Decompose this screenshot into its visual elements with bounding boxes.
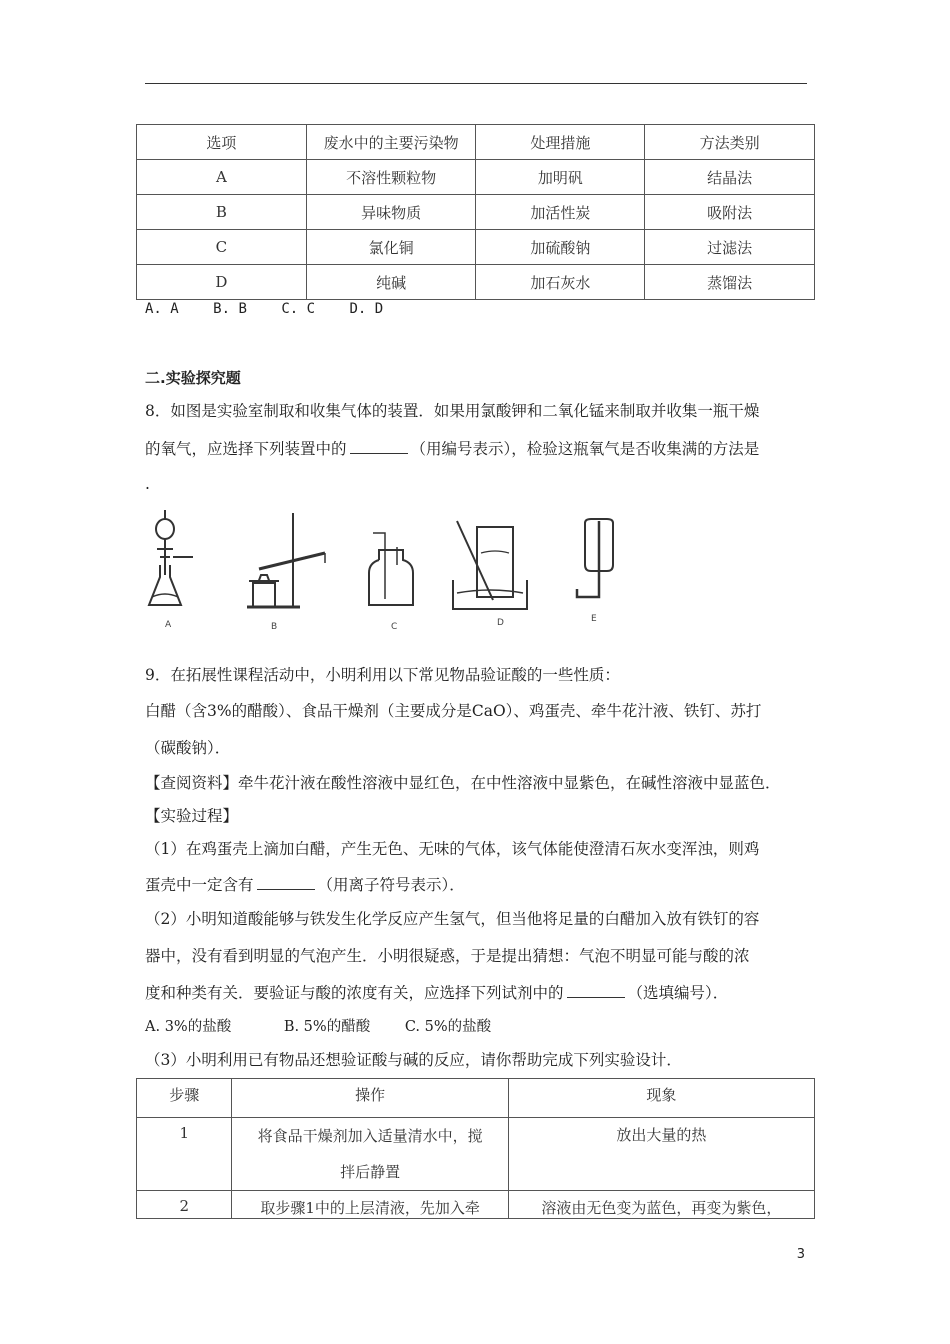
choice-a: A. A (145, 301, 179, 317)
table-cell: C (137, 230, 307, 265)
q9-p1-line2 (145, 873, 465, 895)
apparatus-label-c: C (391, 622, 398, 632)
table-header-cell: 操作 (232, 1079, 508, 1118)
choice-b: B. B (213, 301, 247, 317)
table-cell: 取步骤1中的上层清液，先加入牵 (232, 1191, 508, 1219)
table-header-cell: 处理措施 (476, 125, 645, 160)
table-header-cell: 废水中的主要污染物 (306, 125, 476, 160)
answer-blank (567, 983, 625, 998)
q9-p2-text: （选填编号）． (627, 984, 729, 1002)
apparatus-label-e: E (591, 614, 597, 624)
q8-line2-text: （用编号表示），检验这瓶氧气是否收集满的方法是 (410, 440, 760, 458)
q9-p2-line1: （2）小明知道酸能够与铁发生化学反应产生氢气，但当他将足量的白醋加入放有铁钉的容 (145, 910, 760, 928)
option-b: B. 5%的醋酸 (283, 1019, 371, 1035)
apparatus-label-a: A (165, 620, 172, 630)
table-row (137, 265, 815, 300)
page-number: 3 (796, 1247, 805, 1262)
table-row (137, 160, 815, 195)
q9-p1-text: （用离子符号表示）． (317, 876, 465, 894)
answer-blank (350, 439, 408, 454)
table-cell: 异味物质 (306, 195, 476, 230)
table-header-cell: 现象 (508, 1079, 814, 1118)
apparatus-d (453, 521, 527, 609)
table-header-cell: 步骤 (137, 1079, 232, 1118)
table-cell: 放出大量的热 (508, 1118, 814, 1191)
option-c: C. 5%的盐酸 (404, 1019, 492, 1035)
op-text: 将食品干燥剂加入适量清水中，搅 (257, 1127, 483, 1145)
choice-d: D. D (349, 301, 384, 317)
q8-line1: 8．如图是实验室制取和收集气体的装置．如果用氯酸钾和二氧化锰来制取并收集一瓶干燥 (145, 402, 760, 420)
q7-choices (145, 301, 409, 317)
apparatus-a (149, 510, 193, 605)
q8-line2-text: 的氧气，应选择下列装置中的 (145, 440, 347, 458)
waste-water-table (136, 124, 815, 300)
q8-line3: . (145, 475, 150, 493)
q9-p1-text: 蛋壳中一定含有 (145, 876, 254, 894)
table-cell: 溶液由无色变为蓝色，再变为紫色， (508, 1191, 814, 1219)
table-cell: 加硫酸钠 (476, 230, 645, 265)
q9-line2: 白醋（含3%的醋酸）、食品干燥剂（主要成分是CaO）、鸡蛋壳、牵牛花汁液、铁钉、苏打 (145, 702, 762, 720)
q9-line4: 【查阅资料】牵牛花汁液在酸性溶液中显红色，在中性溶液中显紫色，在碱性溶液中显蓝色． (145, 774, 781, 792)
table-cell: 2 (137, 1191, 232, 1219)
table-cell: 过滤法 (645, 230, 815, 265)
q9-p3-line1: （3）小明利用已有物品还想验证酸与碱的反应，请你帮助完成下列实验设计． (145, 1051, 682, 1069)
answer-blank (257, 875, 315, 890)
choice-c: C. C (281, 301, 316, 317)
apparatus-c (369, 533, 413, 605)
header-rule (145, 83, 807, 84)
q9-p2-options (145, 1015, 491, 1036)
q9-p2-line3 (145, 981, 728, 1003)
q9-line5: 【实验过程】 (145, 807, 239, 825)
table-header-cell: 方法类别 (645, 125, 815, 160)
apparatus-label-d: D (497, 618, 504, 628)
table-cell: 蒸馏法 (645, 265, 815, 300)
table-header-cell: 选项 (137, 125, 307, 160)
q9-p1-line1: （1）在鸡蛋壳上滴加白醋，产生无色、无味的气体，该气体能使澄清石灰水变浑浊，则鸡 (145, 840, 760, 858)
option-a: A. 3%的盐酸 (145, 1019, 232, 1035)
q9-p2-text: 度和种类有关．要验证与酸的浓度有关，应选择下列试剂中的 (145, 984, 564, 1002)
table-row (137, 1118, 815, 1191)
table-cell: A (137, 160, 307, 195)
table-cell: 吸附法 (645, 195, 815, 230)
table-cell (232, 1118, 508, 1191)
q9-p2-line2: 器中，没有看到明显的气泡产生．小明很疑惑，于是提出猜想：气泡不明显可能与酸的浓 (145, 947, 750, 965)
table-cell: 纯碱 (306, 265, 476, 300)
apparatus-label-b: B (271, 622, 278, 632)
table-cell: 不溶性颗粒物 (306, 160, 476, 195)
apparatus-e (577, 519, 613, 597)
table-header-row (137, 125, 815, 160)
table-row (137, 1191, 815, 1219)
table-cell: B (137, 195, 307, 230)
table-cell: D (137, 265, 307, 300)
table-row (137, 230, 815, 265)
table-cell: 加石灰水 (476, 265, 645, 300)
table-header-row (137, 1079, 815, 1118)
table-cell: 加活性炭 (476, 195, 645, 230)
table-cell: 加明矾 (476, 160, 645, 195)
table-cell: 氯化铜 (306, 230, 476, 265)
apparatus-b (247, 513, 325, 607)
table-cell: 1 (137, 1118, 232, 1191)
q9-line3: （碳酸钠）． (145, 739, 231, 757)
section-title: 二.实验探究题 (145, 369, 241, 387)
op-text: 拌后静置 (340, 1163, 401, 1181)
experiment-steps-table (136, 1078, 815, 1219)
table-row (137, 195, 815, 230)
table-cell: 结晶法 (645, 160, 815, 195)
q9-line1: 9．在拓展性课程活动中，小明利用以下常见物品验证酸的一些性质： (145, 666, 620, 684)
q8-line2 (145, 437, 759, 459)
apparatus-figure (145, 505, 625, 635)
